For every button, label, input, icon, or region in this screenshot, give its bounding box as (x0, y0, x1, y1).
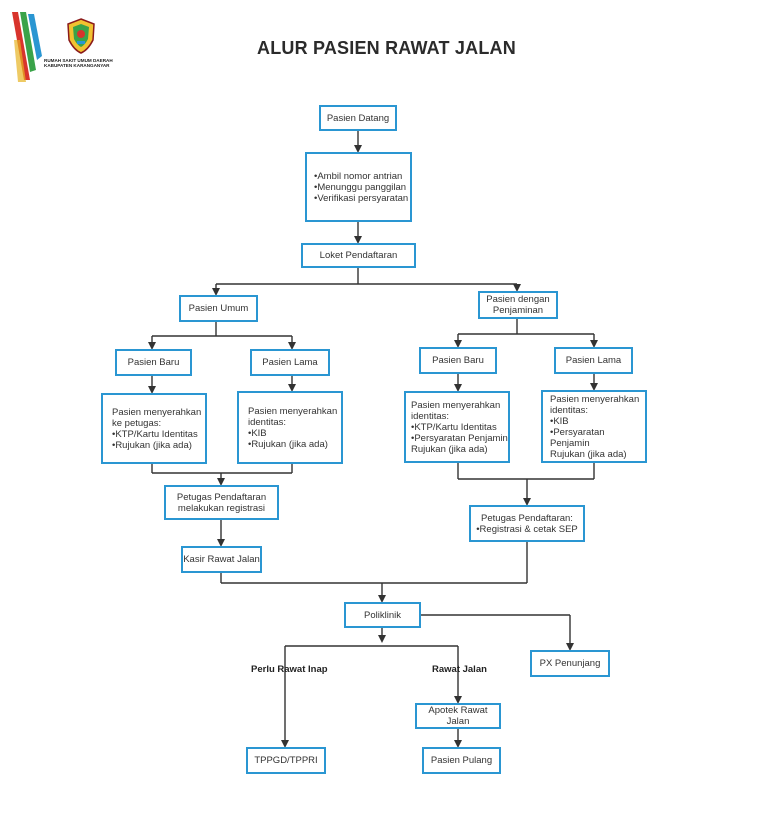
node-penjamin-lama-dokumen: Pasien menyerahkan identitas: •KIB •Persyaratan Penjamin Rujukan (jika ada) (541, 390, 647, 463)
node-umum-lama-dokumen: Pasien menyerahkan identitas: •KIB •Rujukan (jika ada) (237, 391, 343, 464)
org-name-line1: RUMAH SAKIT UMUM DAERAH (44, 58, 113, 63)
node-umum-pasien-lama: Pasien Lama (250, 349, 330, 376)
node-penjamin-baru-dokumen: Pasien menyerahkan identitas: •KTP/Kartu Identitas •Persyaratan Penjamin Rujukan (jika ada) (404, 391, 510, 463)
node-pasien-datang: Pasien Datang (319, 105, 397, 131)
page-title: ALUR PASIEN RAWAT JALAN (257, 38, 516, 58)
node-tppgd-tppri: TPPGD/TPPRI (246, 747, 326, 774)
node-umum-baru-dokumen: Pasien menyerahkan ke petugas: •KTP/Kartu Identitas •Rujukan (jika ada) (101, 393, 207, 464)
node-penjamin-pasien-lama: Pasien Lama (554, 347, 633, 374)
node-penjamin-pasien-baru: Pasien Baru (419, 347, 497, 374)
label-rawat-jalan: Rawat Jalan (432, 664, 487, 675)
node-loket-pendaftaran: Loket Pendaftaran (301, 243, 416, 268)
node-umum-pasien-baru: Pasien Baru (115, 349, 192, 376)
node-pasien-penjaminan: Pasien dengan Penjaminan (478, 291, 558, 319)
node-pasien-umum: Pasien Umum (179, 295, 258, 322)
node-petugas-umum: Petugas Pendaftaran melakukan registrasi (164, 485, 279, 520)
node-px-penunjang: PX Penunjang (530, 650, 610, 677)
node-pasien-pulang: Pasien Pulang (422, 747, 501, 774)
node-poliklinik: Poliklinik (344, 602, 421, 628)
node-petugas-penjamin: Petugas Pendaftaran: •Registrasi & cetak SEP (469, 505, 585, 542)
org-name-line2: KABUPATEN KARANGANYAR (44, 63, 110, 69)
node-apotek-rawat-jalan: Apotek Rawat Jalan (415, 703, 501, 729)
label-perlu-rawat-inap: Perlu Rawat Inap (251, 664, 328, 675)
node-kasir-rawat-jalan: Kasir Rawat Jalan (181, 546, 262, 573)
node-antrian: •Ambil nomor antrian •Menunggu panggilan •Verifikasi persyaratan (305, 152, 412, 222)
